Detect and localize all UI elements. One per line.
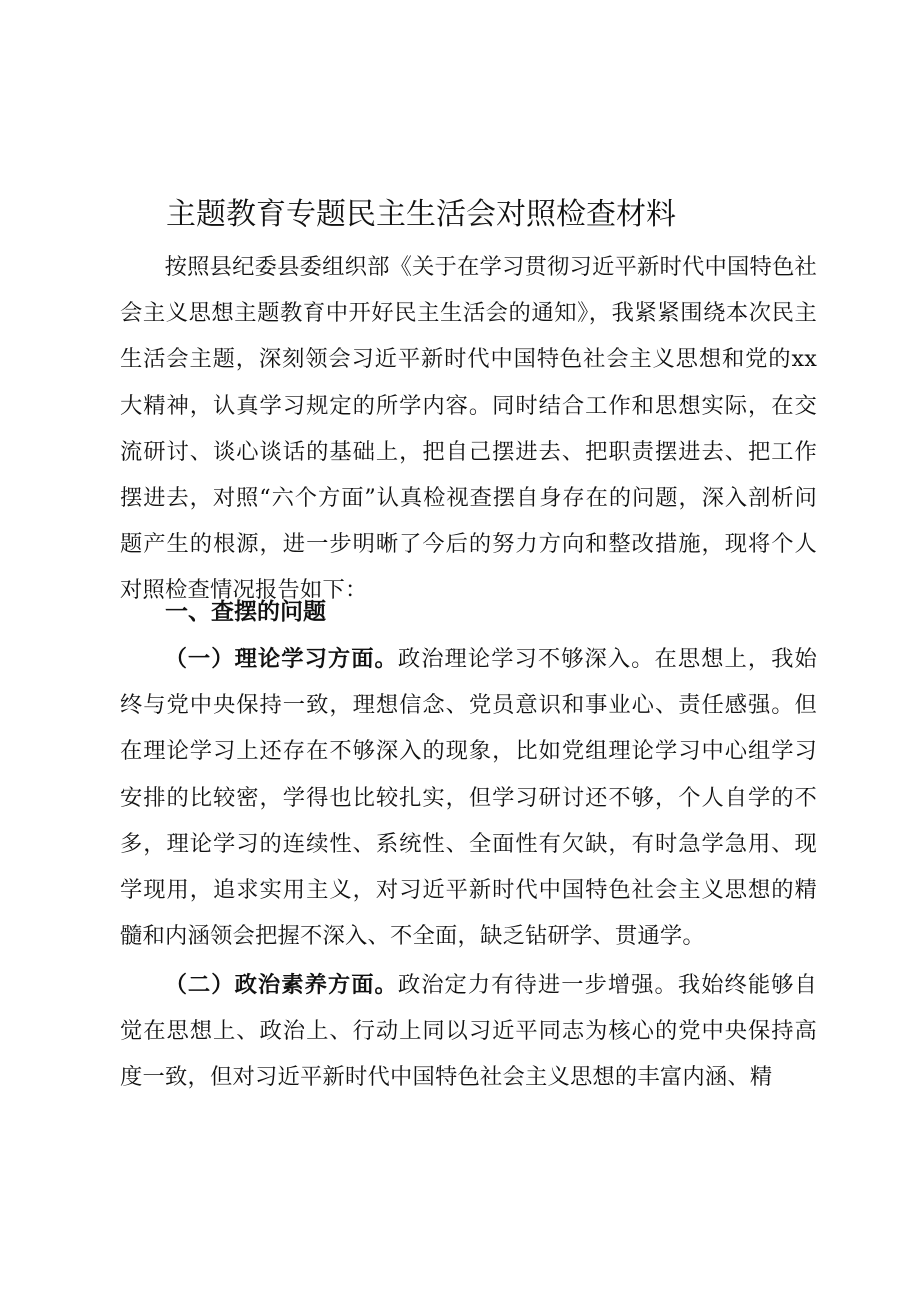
document-title: 主题教育专题民主生活会对照检查材料 (166, 197, 676, 232)
theory-study-paragraph (120, 636, 817, 959)
section-heading: 一、查摆的问题 (165, 599, 326, 625)
political-literacy-paragraph (120, 962, 817, 1101)
paragraph-lead: （一）理论学习方面。 (164, 646, 398, 672)
paragraph-lead: （二）政治素养方面。 (164, 972, 398, 998)
paragraph-text: 政治理论学习不够深入。在思想上，我始终与党中央保持一致，理想信念、党员意识和事业心、责任感强。但在理论学习上还存在不够深入的现象，比如党组理论学习中心组学习安排的比较密，学得也比较扎实，但学习研讨还不够，个人自学的不多，理论学习的连续性、系统性、全面性有欠缺，有时急学急用、现学现用，追求实用主义，对习近平新时代中国特色社会主义思想的精髓和内涵领会把握不深入、不全面，缺乏钻研学、贯通学。 (120, 646, 817, 950)
intro-paragraph: 按照县纪委县委组织部《关于在学习贯彻习近平新时代中国特色社会主义思想主题教育中开好民主生活会的通知》，我紧紧围绕本次民主生活会主题，深刻领会习近平新时代中国特色社会主义思想和党的xx大精神，认真学习规定的所学内容。同时结合工作和思想实际，在交流研讨、谈心谈话的基础上，把自己摆进去、把职责摆进去、把工作摆进去，对照“六个方面”认真检视查摆自身存在的问题，深入剖析问题产生的根源，进一步明晰了今后的努力方向和整改措施，现将个人对照检查情况报告如下： (120, 254, 818, 604)
paragraph-text: 政治定力有待进一步增强。我始终能够自觉在思想上、政治上、行动上同以习近平同志为核心的党中央保持高度一致，但对习近平新时代中国特色社会主义思想的丰富内涵、精 (120, 972, 817, 1091)
